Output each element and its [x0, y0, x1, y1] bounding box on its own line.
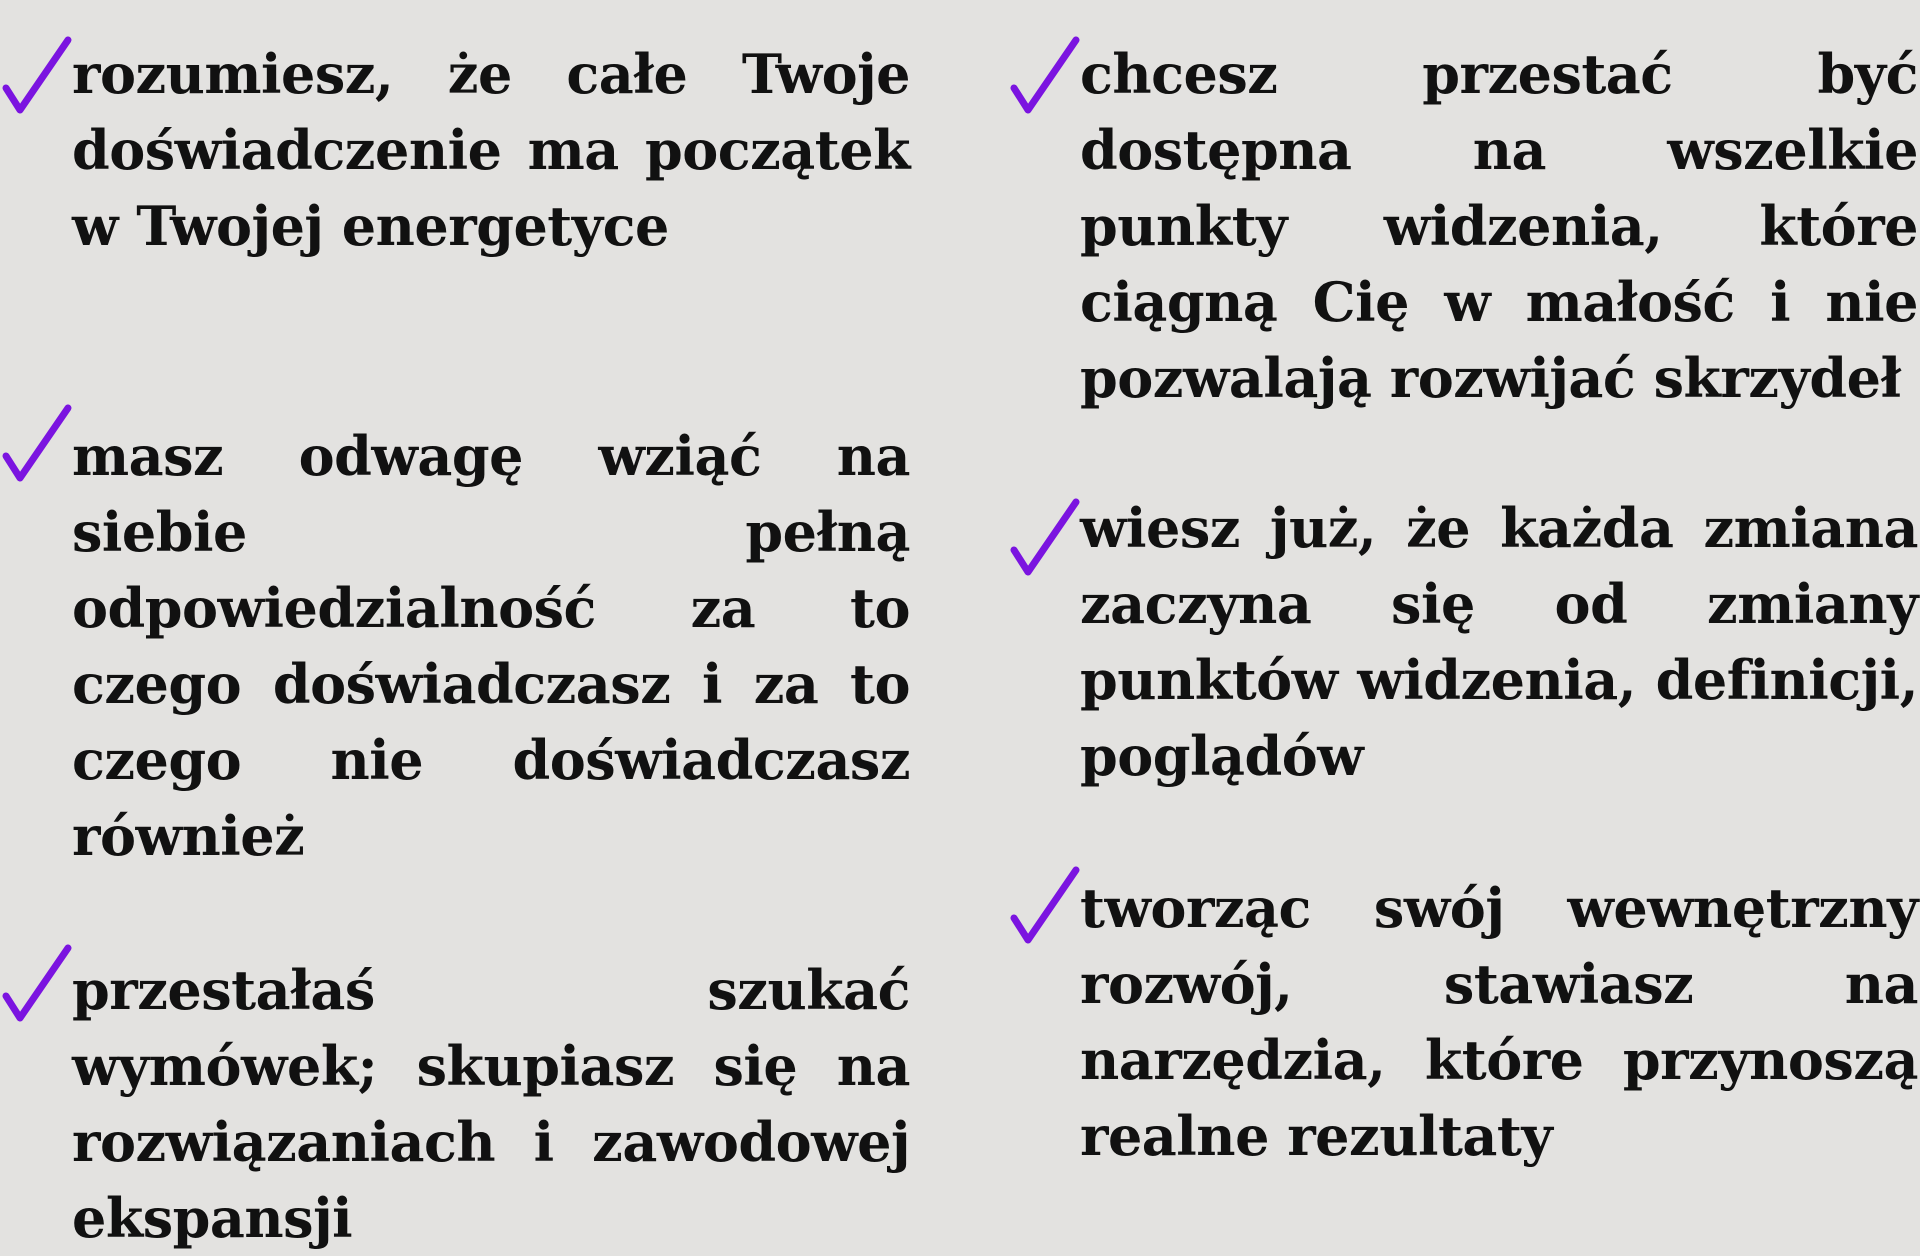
checkmark-icon — [1008, 498, 1080, 578]
checkmark-icon — [0, 404, 72, 484]
checkmark-icon — [0, 944, 72, 1024]
list-item-text: masz odwagę wziąć na siebie pełną odpowiedzialność za to czego doświadczasz i za to czego nie doświadczasz również — [72, 424, 910, 868]
list-item-text: wiesz już, że każda zmiana zaczyna się od zmiany punktów widzenia, definicji, poglądów — [1080, 496, 1918, 788]
list-item-text: rozumiesz, że całe Twoje doświadczenie ma początek w Twojej energetyce — [72, 42, 910, 258]
checkmark-icon — [1008, 866, 1080, 946]
list-item-text: tworząc swój wewnętrzny rozwój, stawiasz na narzędzia, które przynoszą realne rezultaty — [1080, 876, 1918, 1168]
checkmark-icon — [0, 36, 72, 116]
checkmark-icon — [1008, 36, 1080, 116]
list-item-text: przestałaś szukać wymówek; skupiasz się na rozwiązaniach i zawodowej ekspansji — [72, 958, 910, 1250]
list-item-text: chcesz przestać być dostępna na wszelkie punkty widzenia, które ciągną Cię w małość i nie pozwalają rozwijać skrzydeł — [1080, 42, 1918, 410]
